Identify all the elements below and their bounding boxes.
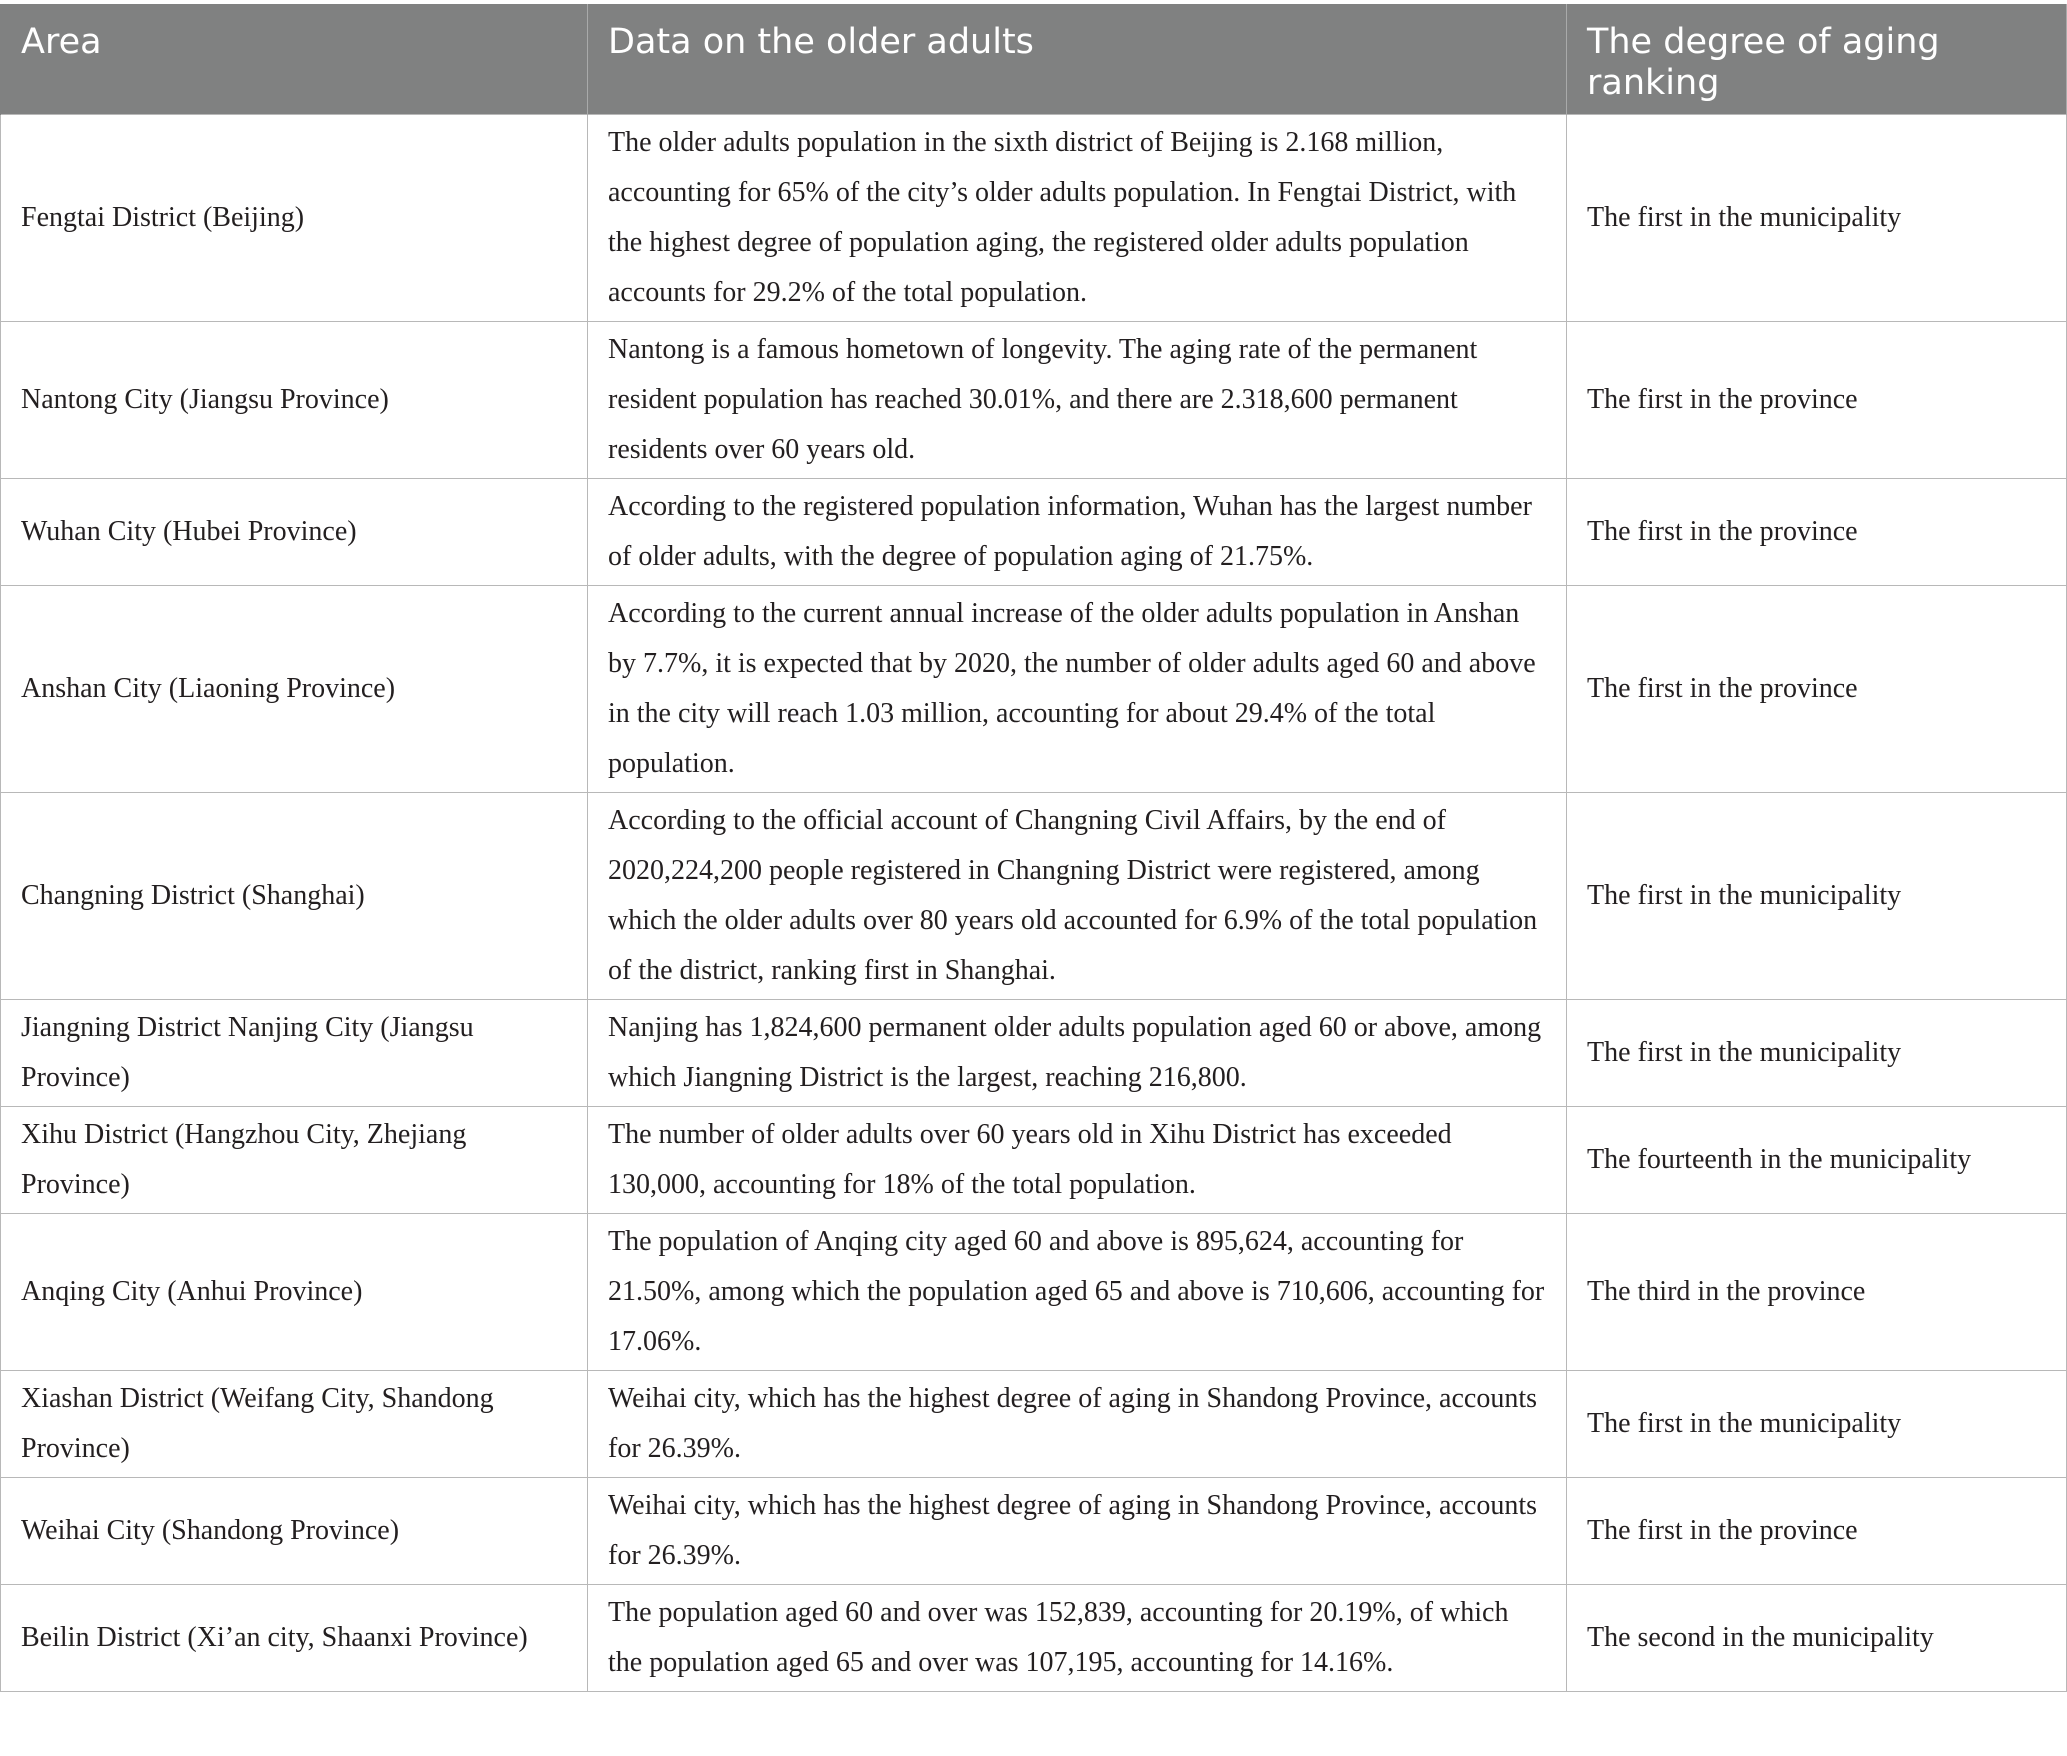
table-row xyxy=(1,793,2067,1000)
table-row xyxy=(1,1371,2067,1478)
table-row xyxy=(1,586,2067,793)
area-cell: Weihai City (Shandong Province) xyxy=(1,1478,588,1585)
area-cell: Jiangning District Nanjing City (Jiangsu Province) xyxy=(1,1000,588,1107)
data-cell: Nantong is a famous hometown of longevity. The aging rate of the permanent resident population has reached 30.01%, and there are 2.318,600 permanent residents over 60 years old. xyxy=(588,322,1567,479)
column-header-area: Area xyxy=(1,4,588,115)
ranking-cell: The first in the province xyxy=(1567,1478,2067,1585)
data-cell: Weihai city, which has the highest degree of aging in Shandong Province, accounts for 26.39%. xyxy=(588,1478,1567,1585)
area-cell: Nantong City (Jiangsu Province) xyxy=(1,322,588,479)
area-cell: Xiashan District (Weifang City, Shandong Province) xyxy=(1,1371,588,1478)
data-cell: According to the current annual increase of the older adults population in Anshan by 7.7%, it is expected that by 2020, the number of older adults aged 60 and above in the city will reach 1.03 million, accounting for about 29.4% of the total population. xyxy=(588,586,1567,793)
data-cell: The population of Anqing city aged 60 and above is 895,624, accounting for 21.50%, among which the population aged 65 and above is 710,606, accounting for 17.06%. xyxy=(588,1214,1567,1371)
ranking-cell: The first in the municipality xyxy=(1567,1371,2067,1478)
table-header xyxy=(1,4,2067,115)
data-cell: The older adults population in the sixth district of Beijing is 2.168 million, accounting for 65% of the city’s older adults population. In Fengtai District, with the highest degree of population aging, the registered older adults population accounts for 29.2% of the total population. xyxy=(588,115,1567,322)
aging-data-table xyxy=(0,4,2067,1692)
header-row xyxy=(1,4,2067,115)
area-cell: Anqing City (Anhui Province) xyxy=(1,1214,588,1371)
data-cell: The number of older adults over 60 years old in Xihu District has exceeded 130,000, accounting for 18% of the total population. xyxy=(588,1107,1567,1214)
area-cell: Anshan City (Liaoning Province) xyxy=(1,586,588,793)
table-row xyxy=(1,322,2067,479)
ranking-cell: The second in the municipality xyxy=(1567,1585,2067,1692)
area-cell: Xihu District (Hangzhou City, Zhejiang Province) xyxy=(1,1107,588,1214)
area-cell: Fengtai District (Beijing) xyxy=(1,115,588,322)
ranking-cell: The first in the province xyxy=(1567,586,2067,793)
column-header-ranking: The degree of aging ranking xyxy=(1567,4,2067,115)
data-cell: Weihai city, which has the highest degree of aging in Shandong Province, accounts for 26.39%. xyxy=(588,1371,1567,1478)
ranking-cell: The first in the municipality xyxy=(1567,793,2067,1000)
area-cell: Beilin District (Xi’an city, Shaanxi Province) xyxy=(1,1585,588,1692)
ranking-cell: The first in the municipality xyxy=(1567,1000,2067,1107)
aging-data-table-container xyxy=(0,4,2066,1692)
ranking-cell: The first in the province xyxy=(1567,479,2067,586)
table-row xyxy=(1,1107,2067,1214)
table-row xyxy=(1,1478,2067,1585)
ranking-cell: The first in the province xyxy=(1567,322,2067,479)
table-row xyxy=(1,1000,2067,1107)
data-cell: The population aged 60 and over was 152,839, accounting for 20.19%, of which the population aged 65 and over was 107,195, accounting for 14.16%. xyxy=(588,1585,1567,1692)
area-cell: Wuhan City (Hubei Province) xyxy=(1,479,588,586)
area-cell: Changning District (Shanghai) xyxy=(1,793,588,1000)
ranking-cell: The first in the municipality xyxy=(1567,115,2067,322)
table-row xyxy=(1,115,2067,322)
data-cell: According to the official account of Changning Civil Affairs, by the end of 2020,224,200 people registered in Changning District were registered, among which the older adults over 80 years old accounted for 6.9% of the total population of the district, ranking first in Shanghai. xyxy=(588,793,1567,1000)
table-body xyxy=(1,115,2067,1692)
table-row xyxy=(1,1585,2067,1692)
data-cell: According to the registered population information, Wuhan has the largest number of older adults, with the degree of population aging of 21.75%. xyxy=(588,479,1567,586)
table-row xyxy=(1,479,2067,586)
ranking-cell: The third in the province xyxy=(1567,1214,2067,1371)
ranking-cell: The fourteenth in the municipality xyxy=(1567,1107,2067,1214)
table-row xyxy=(1,1214,2067,1371)
data-cell: Nanjing has 1,824,600 permanent older adults population aged 60 or above, among which Jiangning District is the largest, reaching 216,800. xyxy=(588,1000,1567,1107)
column-header-data: Data on the older adults xyxy=(588,4,1567,115)
